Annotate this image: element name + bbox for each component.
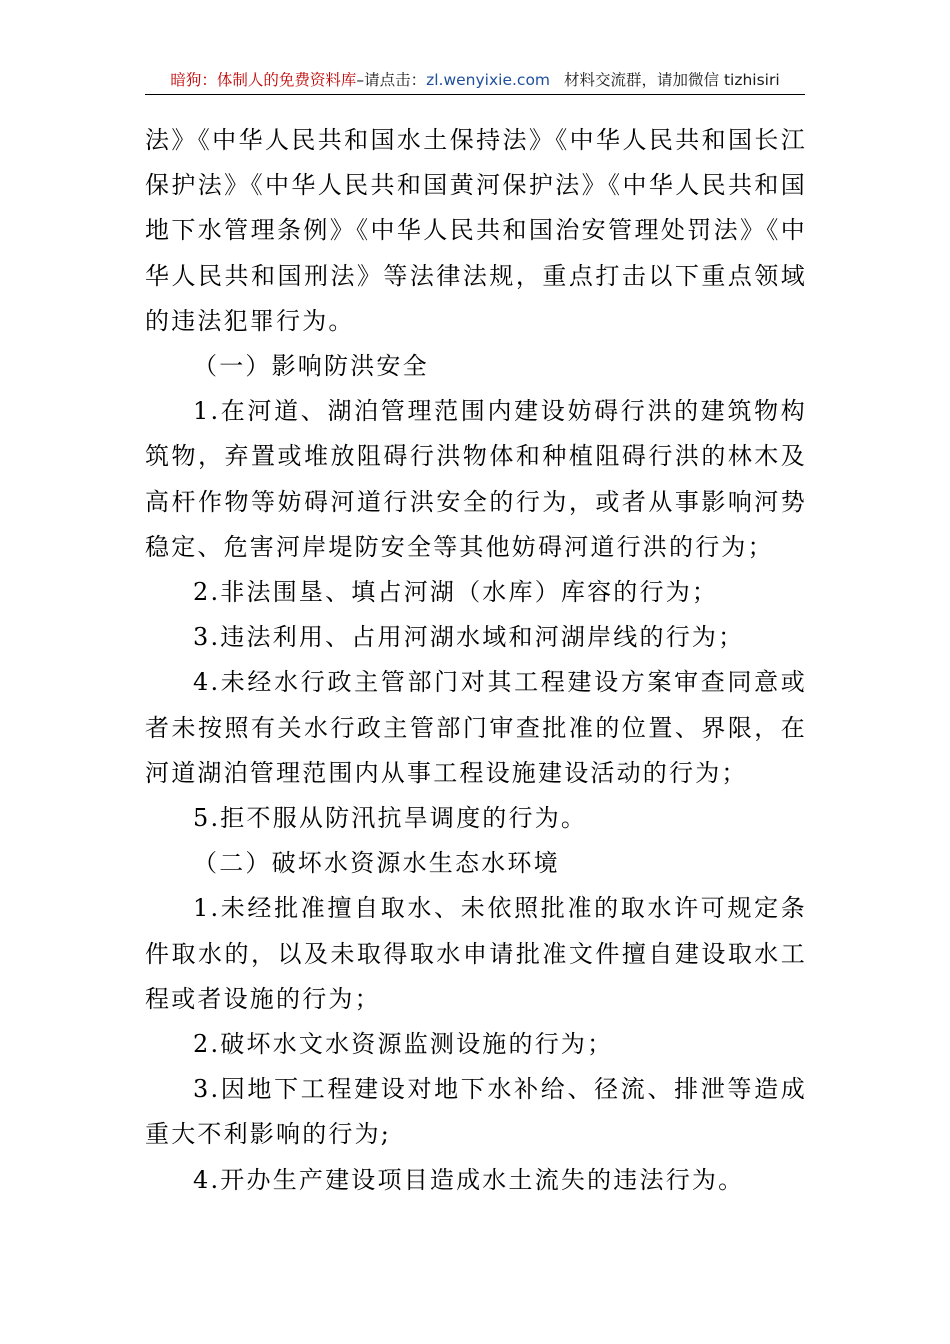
page-header [145, 66, 805, 95]
document-body [145, 118, 807, 1203]
list-item: 2.非法围垦、填占河湖（水库）库容的行为； [193, 578, 719, 607]
list-item: 2.破坏水文水资源监测设施的行为； [193, 1030, 614, 1059]
header-contact: 材料交流群，请加微信 tizhisiri [564, 71, 780, 89]
list-item: 1.在河道、湖泊管理范围内建设妨碍行洪的建筑物构筑物，弃置或堆放阻碍行洪物体和种植阻碍行洪的林木及高杆作物等妨碍河道行洪安全的行为，或者从事影响河势稳定、危害河岸堤防安全等其他妨碍河道行洪的行为； [145, 397, 807, 561]
list-item: 3.因地下工程建设对地下水补给、径流、排泄等造成重大不利影响的行为; [145, 1075, 807, 1149]
header-click-prompt: –请点击： [356, 71, 427, 89]
list-item: 4.未经水行政主管部门对其工程建设方案审查同意或者未按照有关水行政主管部门审查批准的位置、界限，在河道湖泊管理范围内从事工程设施建设活动的行为； [145, 668, 807, 787]
paragraph-law-list: 法》《中华人民共和国水土保持法》《中华人民共和国长江保护法》《中华人民共和国黄河保护法》《中华人民共和国地下水管理条例》《中华人民共和国治安管理处罚法》《中华人民共和国刑法》等法律法规，重点打击以下重点领域的违法犯罪行为。 [145, 126, 807, 335]
list-item: 1.未经批准擅自取水、未依照批准的取水许可规定条件取水的，以及未取得取水申请批准文件擅自建设取水工程或者设施的行为； [145, 894, 807, 1013]
list-item: 4.开办生产建设项目造成水土流失的违法行为。 [193, 1165, 745, 1194]
section-heading-water-resources: （二）破坏水资源水生态水环境 [193, 849, 560, 878]
header-url-link[interactable]: zl.wenyixie.com [426, 71, 551, 89]
list-item: 5.拒不服从防汛抗旱调度的行为。 [193, 804, 588, 833]
list-item: 3.违法利用、占用河湖水域和河湖岸线的行为； [193, 623, 745, 652]
section-heading-flood-safety: （一）影响防洪安全 [193, 352, 429, 381]
header-brand: 暗狗：体制人的免费资料库 [170, 71, 357, 89]
